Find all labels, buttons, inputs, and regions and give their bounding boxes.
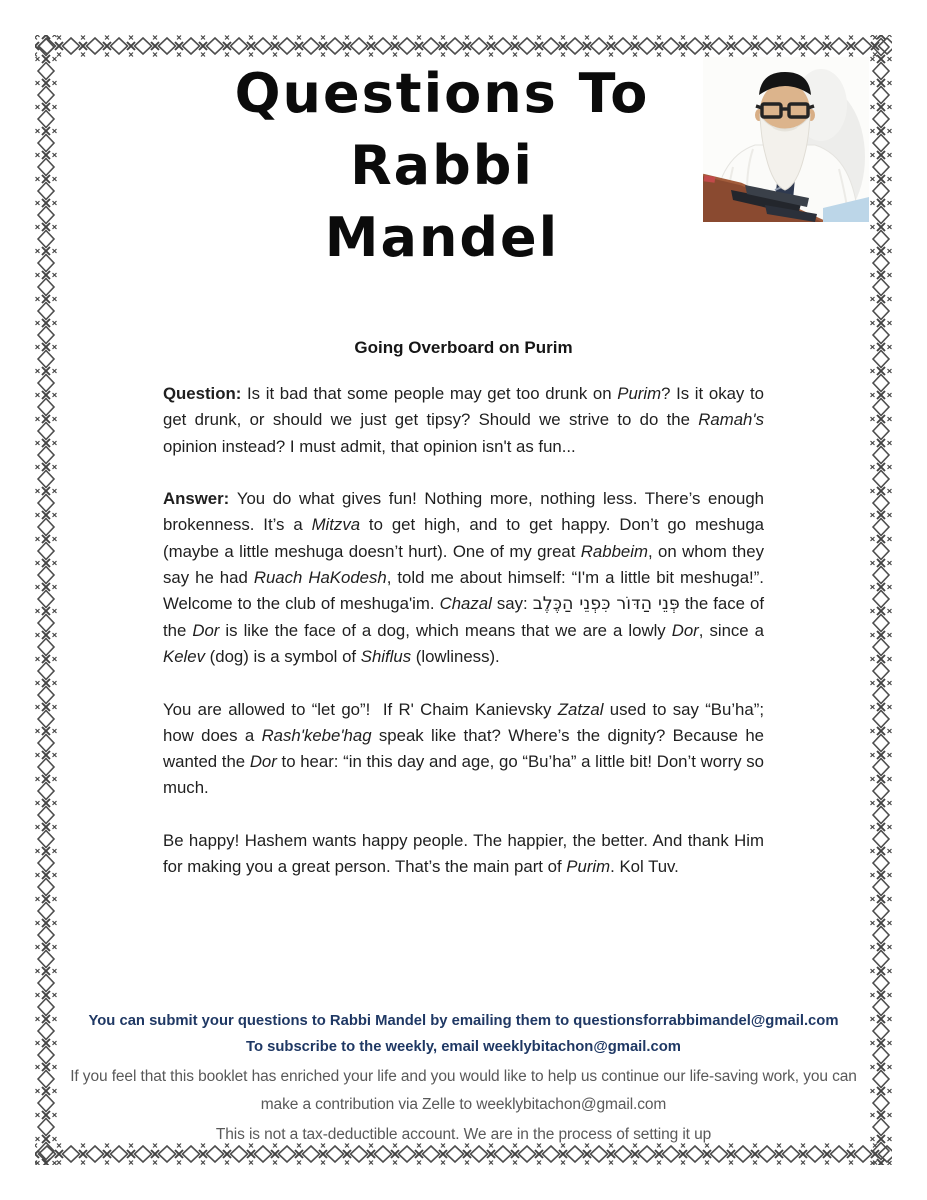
paragraph: Question: Is it bad that some people may get too drunk on Purim? Is it okay to get drunk, or should we just get tipsy? Should we strive to do the Ramah's opinion instead? I must admit, that opinion isn't as fun... bbox=[163, 384, 764, 456]
footer-tax-note: This is not a tax-deductible account. We are in the process of setting it up bbox=[215, 1126, 712, 1143]
paragraph: Be happy! Hashem wants happy people. The happier, the better. And thank Him for making you a great person. That’s the main part of Purim. Kol Tuv. bbox=[163, 831, 764, 877]
paragraph: Answer: You do what gives fun! Nothing more, nothing less. There’s enough brokenness. It’s a Mitzva to get high, and to get happy. Don’t go meshuga (maybe a little meshuga doesn’t hurt). One of my great Rabbeim, on whom they say he had Ruach HaKodesh, told me about himself: “I'm a little bit meshuga!”. Welcome to the club of meshuga'im. Chazal say: פְּנֵי הַדּוֹר כִּפְנֵי הַכֶּלֶב the face of the Dor is like the face of a dog, which means that we are a lowly Dor, since a Kelev (dog) is a symbol of Shiflus (lowliness). bbox=[163, 489, 765, 666]
footer bbox=[57, 1008, 870, 1149]
doc-title-line-2: Rabbi bbox=[350, 134, 534, 197]
page-border-top bbox=[35, 35, 892, 57]
doc-title-line-1: Questions To bbox=[234, 62, 650, 125]
paragraph: You are allowed to “let go”! If R' Chaim Kanievsky Zatzal used to say “Bu’ha”; how does a Rash'kebe'hag speak like that? Where’s the dignity? Because he wanted the Dor to hear: “in this day and age, go “Bu’ha” a little bit! Don’t worry so much. bbox=[163, 699, 765, 798]
hebrew-quote: פְּנֵי הַדּוֹר כִּפְנֵי הַכֶּלֶב bbox=[532, 594, 680, 615]
doc-title-line-3: Mandel bbox=[324, 206, 560, 269]
rabbi-photo-illustration bbox=[703, 57, 869, 222]
article-heading: Going Overboard on Purim bbox=[354, 338, 573, 357]
rabbi-photo bbox=[703, 57, 869, 222]
page-border-right bbox=[870, 35, 892, 1165]
footer-submit-line: You can submit your questions to Rabbi Mandel by emailing them to questionsforrabbimandel@gmail.com bbox=[88, 1013, 839, 1029]
footer-contribution-line: If you feel that this booklet has enriched your life and you would like to help us continue our life-saving work, you can make a contribution via Zelle to weeklybitachon@gmail.com bbox=[70, 1068, 857, 1113]
footer-subscribe-line: To subscribe to the weekly, email weeklybitachon@gmail.com bbox=[246, 1039, 681, 1055]
article-body bbox=[163, 381, 764, 881]
